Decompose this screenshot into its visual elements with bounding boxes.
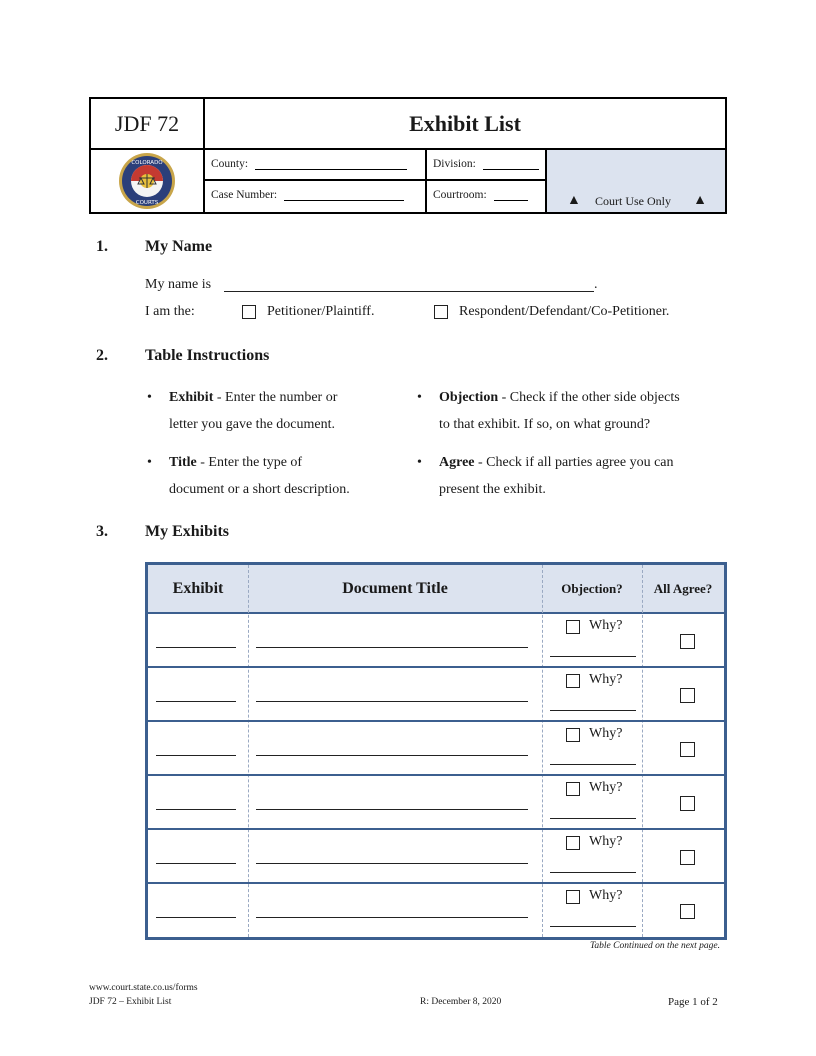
case-number-field[interactable]	[205, 181, 427, 212]
courtroom-field[interactable]	[427, 181, 547, 212]
instruction-title: • Title - Enter the type of document or a short description.	[147, 455, 350, 497]
instruction-agree: • Agree - Check if all parties agree you can present the exhibit.	[417, 455, 674, 497]
section-2-title: Table Instructions	[145, 347, 270, 364]
all-agree-checkbox[interactable]	[680, 688, 695, 703]
table-row	[148, 722, 724, 776]
petitioner-checkbox[interactable]	[242, 305, 256, 319]
footer-revision: R: December 8, 2020	[420, 997, 502, 1007]
exhibit-input[interactable]	[156, 917, 236, 918]
why-label: Why?	[589, 888, 623, 903]
division-field[interactable]	[427, 150, 547, 181]
respondent-label: Respondent/Defendant/Co-Petitioner.	[459, 304, 670, 319]
exhibit-input[interactable]	[156, 755, 236, 756]
objection-checkbox[interactable]	[566, 674, 580, 688]
objection-why-input[interactable]	[550, 656, 636, 657]
exhibit-input[interactable]	[156, 701, 236, 702]
exhibit-input[interactable]	[156, 863, 236, 864]
objection-why-input[interactable]	[550, 872, 636, 873]
why-label: Why?	[589, 672, 623, 687]
objection-checkbox[interactable]	[566, 728, 580, 742]
seal-text-bottom: COURTS	[135, 200, 159, 206]
exhibit-input[interactable]	[156, 809, 236, 810]
section-1-number: 1.	[96, 238, 108, 255]
up-triangle-icon: ▲	[567, 193, 581, 208]
all-agree-checkbox[interactable]	[680, 742, 695, 757]
all-agree-checkbox[interactable]	[680, 796, 695, 811]
table-continued-note: Table Continued on the next page.	[590, 941, 720, 951]
col-header-all-agree: All Agree?	[642, 565, 724, 614]
document-title-input[interactable]	[256, 647, 528, 648]
respondent-checkbox[interactable]	[434, 305, 448, 319]
table-row	[148, 776, 724, 830]
exhibit-input[interactable]	[156, 647, 236, 648]
col-header-document-title: Document Title	[248, 565, 542, 614]
why-label: Why?	[589, 780, 623, 795]
footer-url: www.court.state.co.us/forms	[89, 983, 198, 993]
objection-why-input[interactable]	[550, 818, 636, 819]
all-agree-checkbox[interactable]	[680, 634, 695, 649]
all-agree-checkbox[interactable]	[680, 904, 695, 919]
table-row	[148, 884, 724, 938]
document-title-input[interactable]	[256, 863, 528, 864]
form-number: JDF 72	[91, 99, 205, 150]
objection-why-input[interactable]	[550, 926, 636, 927]
section-2-number: 2.	[96, 347, 108, 364]
objection-checkbox[interactable]	[566, 620, 580, 634]
footer-page: Page 1 of 2	[668, 996, 718, 1008]
division-label: Division:	[433, 158, 476, 170]
name-suffix: .	[594, 277, 598, 292]
why-label: Why?	[589, 834, 623, 849]
section-3-title: My Exhibits	[145, 523, 230, 540]
instruction-exhibit: • Exhibit - Enter the number or letter you gave the document.	[147, 390, 338, 432]
up-triangle-icon: ▲	[693, 193, 707, 208]
section-3-number: 3.	[96, 523, 108, 540]
objection-why-input[interactable]	[550, 710, 636, 711]
objection-checkbox[interactable]	[566, 782, 580, 796]
document-title-input[interactable]	[256, 917, 528, 918]
objection-checkbox[interactable]	[566, 836, 580, 850]
exhibits-table	[145, 562, 727, 940]
county-label: County:	[211, 158, 249, 170]
all-agree-checkbox[interactable]	[680, 850, 695, 865]
section-1-title: My Name	[145, 238, 213, 255]
why-label: Why?	[589, 618, 623, 633]
courtroom-label: Courtroom:	[433, 189, 487, 201]
name-input[interactable]	[224, 291, 594, 292]
footer-form-ref: JDF 72 – Exhibit List	[89, 997, 172, 1007]
form-title: Exhibit List	[205, 99, 725, 150]
name-prefix: My name is	[145, 277, 212, 292]
seal-text-top: COLORADO	[131, 160, 163, 166]
role-label: I am the:	[145, 304, 195, 319]
objection-why-input[interactable]	[550, 764, 636, 765]
colorado-courts-seal-icon	[118, 152, 176, 210]
col-header-objection: Objection?	[542, 565, 642, 614]
document-title-input[interactable]	[256, 809, 528, 810]
objection-checkbox[interactable]	[566, 890, 580, 904]
form-header	[89, 97, 727, 214]
case-number-label: Case Number:	[211, 189, 278, 201]
court-use-only-box	[547, 150, 725, 212]
court-use-only-label: Court Use Only	[595, 194, 671, 208]
petitioner-label: Petitioner/Plaintiff.	[267, 304, 375, 319]
col-header-exhibit: Exhibit	[148, 565, 248, 614]
court-seal	[91, 150, 205, 212]
why-label: Why?	[589, 726, 623, 741]
county-field[interactable]	[205, 150, 427, 181]
document-title-input[interactable]	[256, 701, 528, 702]
table-row	[148, 668, 724, 722]
table-row	[148, 830, 724, 884]
document-title-input[interactable]	[256, 755, 528, 756]
table-row	[148, 614, 724, 668]
instruction-objection: • Objection - Check if the other side objects to that exhibit. If so, on what ground?	[417, 390, 680, 432]
